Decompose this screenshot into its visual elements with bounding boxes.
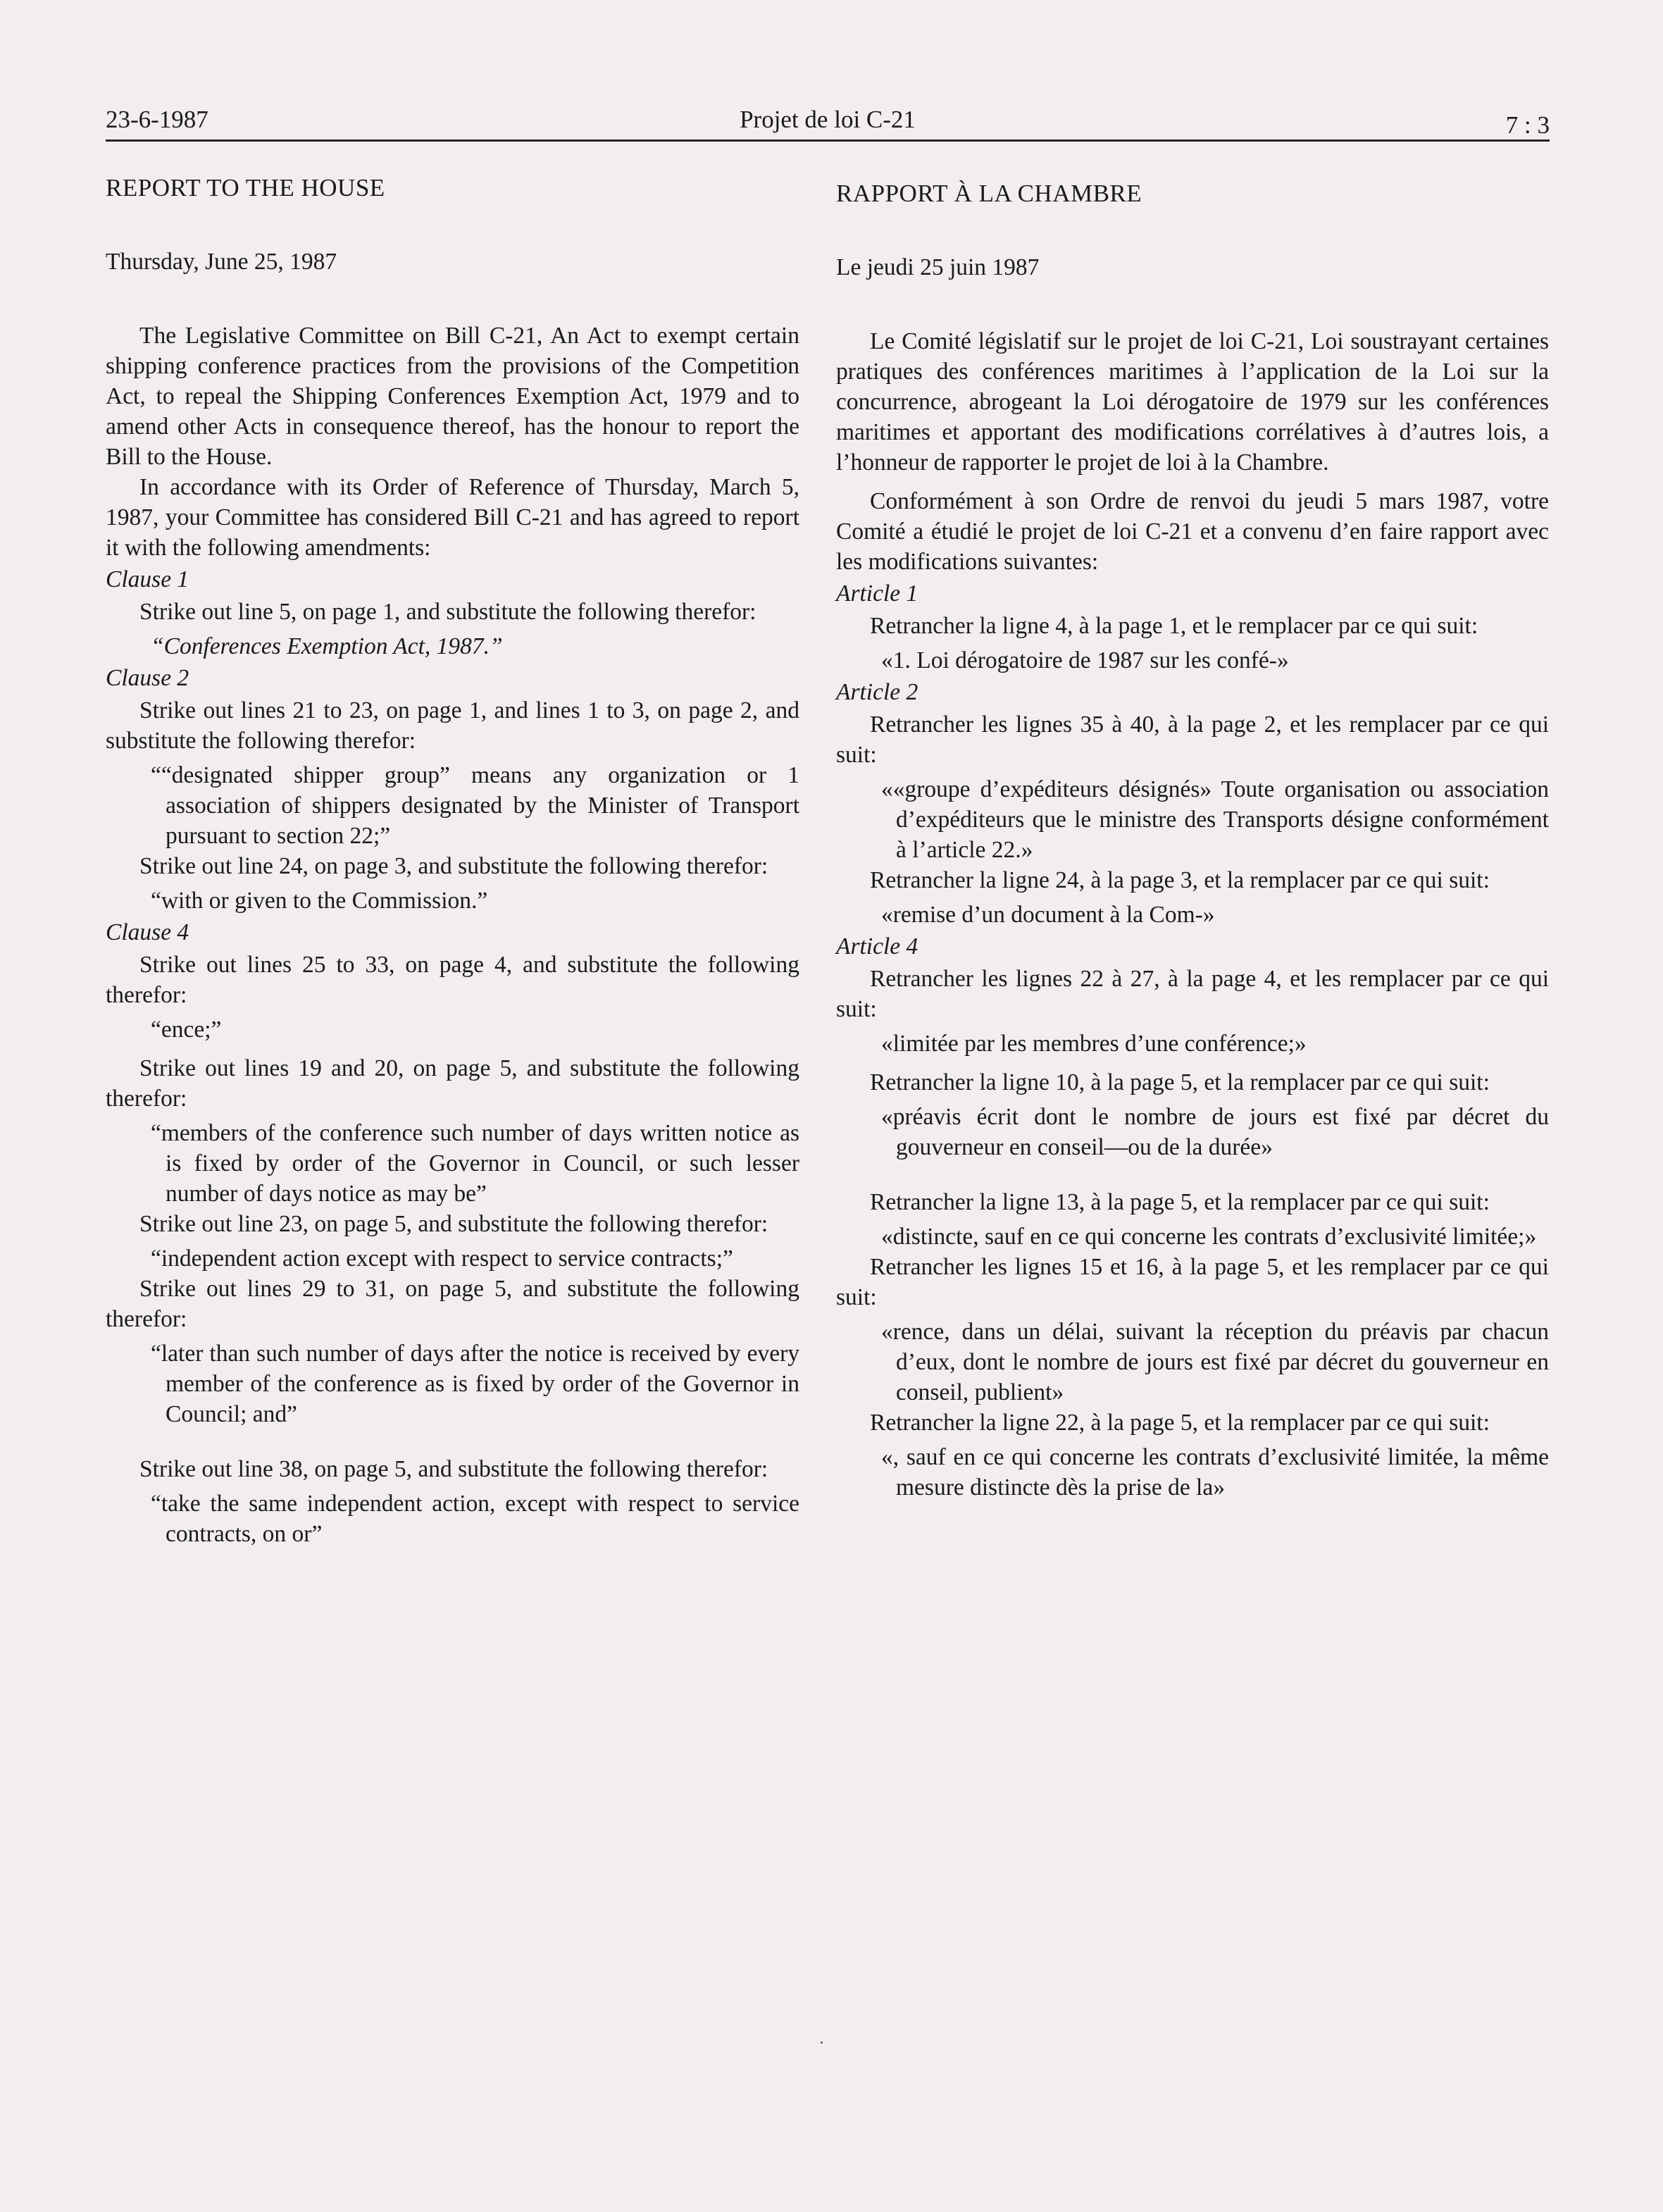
english-reference: In accordance with its Order of Reference of Thursday, March 5, 1987, your Committee has considered Bill C-21 and has agreed to report it with the following amendments: [106, 474, 799, 561]
french-article-4-quote-d: «rence, dans un délai, suivant la réception du préavis par chacun d’eux, dont le nombre de jours est fixé par décret du gouverneur en conseil, publient» [881, 1319, 1549, 1405]
french-article-4-quote-e: «, sauf en ce qui concerne les contrats d’exclusivité limitée, la même mesure distincte dès la prise de la» [881, 1444, 1549, 1500]
page-speck [821, 2042, 823, 2044]
french-article-4-instruction-a: Retrancher les lignes 22 à 27, à la page 4, et les remplacer par ce qui suit: [836, 966, 1549, 1022]
english-clause-4-quote-e: “take the same independent action, except with respect to service contracts, on or” [151, 1491, 799, 1547]
english-clause-4-instruction-c: Strike out line 23, on page 5, and substitute the following therefor: [139, 1211, 768, 1237]
french-column [836, 173, 1549, 1503]
header-page-number: 7 : 3 [1505, 111, 1550, 139]
english-clause-4-quote-c: “independent action except with respect to service contracts;” [151, 1245, 733, 1272]
french-article-4-instruction-e: Retrancher la ligne 22, à la page 5, et la remplacer par ce qui suit: [870, 1410, 1490, 1436]
english-clause-1-quote: “Conferences Exemption Act, 1987.” [151, 633, 503, 659]
french-article-1-instruction: Retrancher la ligne 4, à la page 1, et le remplacer par ce qui suit: [870, 613, 1478, 639]
french-article-2-quote: ««groupe d’expéditeurs désignés» Toute organisation ou association d’expéditeurs que le ministre des Transports désigne conformément à l’article 22.» [881, 776, 1549, 863]
french-reference: Conformément à son Ordre de renvoi du jeudi 5 mars 1987, votre Comité a étudié le projet de loi C-21 et a convenu d’en faire rapport avec les modifications suivantes: [836, 488, 1549, 575]
english-date: Thursday, June 25, 1987 [106, 249, 337, 275]
french-article-4-quote-b: «préavis écrit dont le nombre de jours est fixé par décret du gouverneur en conseil—ou de la durée» [881, 1104, 1549, 1160]
english-clause-4-quote-a: “ence;” [151, 1017, 222, 1043]
english-clause-2-quote: ““designated shipper group” means any organization or 1 association of shippers designated by the Minister of Transport pursuant to section 22;” [151, 762, 799, 849]
english-title: REPORT TO THE HOUSE [106, 174, 385, 201]
header-rule [106, 139, 1550, 142]
english-clause-4-instruction-d: Strike out lines 29 to 31, on page 5, and substitute the following therefor: [106, 1276, 799, 1332]
french-article-4-quote-c: «distincte, sauf en ce qui concerne les contrats d’exclusivité limitée;» [881, 1224, 1537, 1250]
french-article-2-instruction: Retrancher les lignes 35 à 40, à la page 2, et les remplacer par ce qui suit: [836, 712, 1549, 768]
english-clause-4-instruction-e: Strike out line 38, on page 5, and substitute the following therefor: [139, 1456, 768, 1482]
french-article-2-quote-b: «remise d’un document à la Com-» [881, 902, 1215, 928]
french-article-4-instruction-d: Retrancher les lignes 15 et 16, à la page 5, et les remplacer par ce qui suit: [836, 1254, 1549, 1310]
english-clause-1-instruction: Strike out line 5, on page 1, and substitute the following therefor: [139, 599, 756, 625]
french-intro: Le Comité législatif sur le projet de loi C-21, Loi soustrayant certaines pratiques des conférences maritimes à l’application de la Loi sur la concurrence, abrogeant la Loi dérogatoire de 1979 sur les conférences maritimes et apportant des modifications corrélatives à d’autres lois, a l’honneur de rapporter le projet de loi à la Chambre. [836, 328, 1549, 476]
english-column [106, 173, 799, 1549]
french-article-4-quote-a: «limitée par les membres d’une conférence;» [881, 1031, 1307, 1057]
english-clause-4-instruction-b: Strike out lines 19 and 20, on page 5, and substitute the following therefor: [106, 1055, 799, 1112]
header-title: Projet de loi C-21 [740, 106, 916, 133]
english-clause-4-instruction-a: Strike out lines 25 to 33, on page 4, and substitute the following therefor: [106, 952, 799, 1008]
english-clause-4-quote-d: “later than such number of days after the notice is received by every member of the conference as is fixed by order of the Governor in Council; and” [151, 1341, 799, 1427]
french-article-2-heading: Article 2 [836, 679, 918, 705]
english-clause-2-instruction: Strike out lines 21 to 23, on page 1, and lines 1 to 3, on page 2, and substitute the following therefor: [106, 697, 799, 754]
french-title: RAPPORT À LA CHAMBRE [836, 180, 1142, 207]
english-clause-2-heading: Clause 2 [106, 665, 189, 691]
french-article-1-heading: Article 1 [836, 580, 918, 607]
english-clause-4-quote-b: “members of the conference such number of days written notice as is fixed by order of the Governor in Council, or such lesser number of days notice as may be” [151, 1120, 799, 1207]
english-clause-4-heading: Clause 4 [106, 919, 189, 945]
french-article-4-instruction-c: Retrancher la ligne 13, à la page 5, et la remplacer par ce qui suit: [870, 1189, 1490, 1215]
french-article-1-quote: «1. Loi dérogatoire de 1987 sur les confé-» [881, 647, 1289, 673]
french-date: Le jeudi 25 juin 1987 [836, 254, 1040, 280]
page-header [106, 106, 1550, 141]
french-article-4-heading: Article 4 [836, 933, 918, 959]
header-date: 23-6-1987 [106, 106, 208, 133]
english-intro: The Legislative Committee on Bill C-21, An Act to exempt certain shipping conference practices from the provisions of the Competition Act, to repeal the Shipping Conferences Exemption Act, 1979 and to amend other Acts in consequence thereof, has the honour to report the Bill to the House. [106, 323, 799, 470]
french-article-4-instruction-b: Retrancher la ligne 10, à la page 5, et la remplacer par ce qui suit: [870, 1069, 1490, 1095]
english-clause-1-heading: Clause 1 [106, 566, 189, 592]
french-article-2-instruction-b: Retrancher la ligne 24, à la page 3, et la remplacer par ce qui suit: [870, 867, 1490, 893]
english-clause-2-instruction-b: Strike out line 24, on page 3, and substitute the following therefor: [139, 853, 768, 879]
english-clause-2-quote-b: “with or given to the Commission.” [151, 888, 488, 914]
